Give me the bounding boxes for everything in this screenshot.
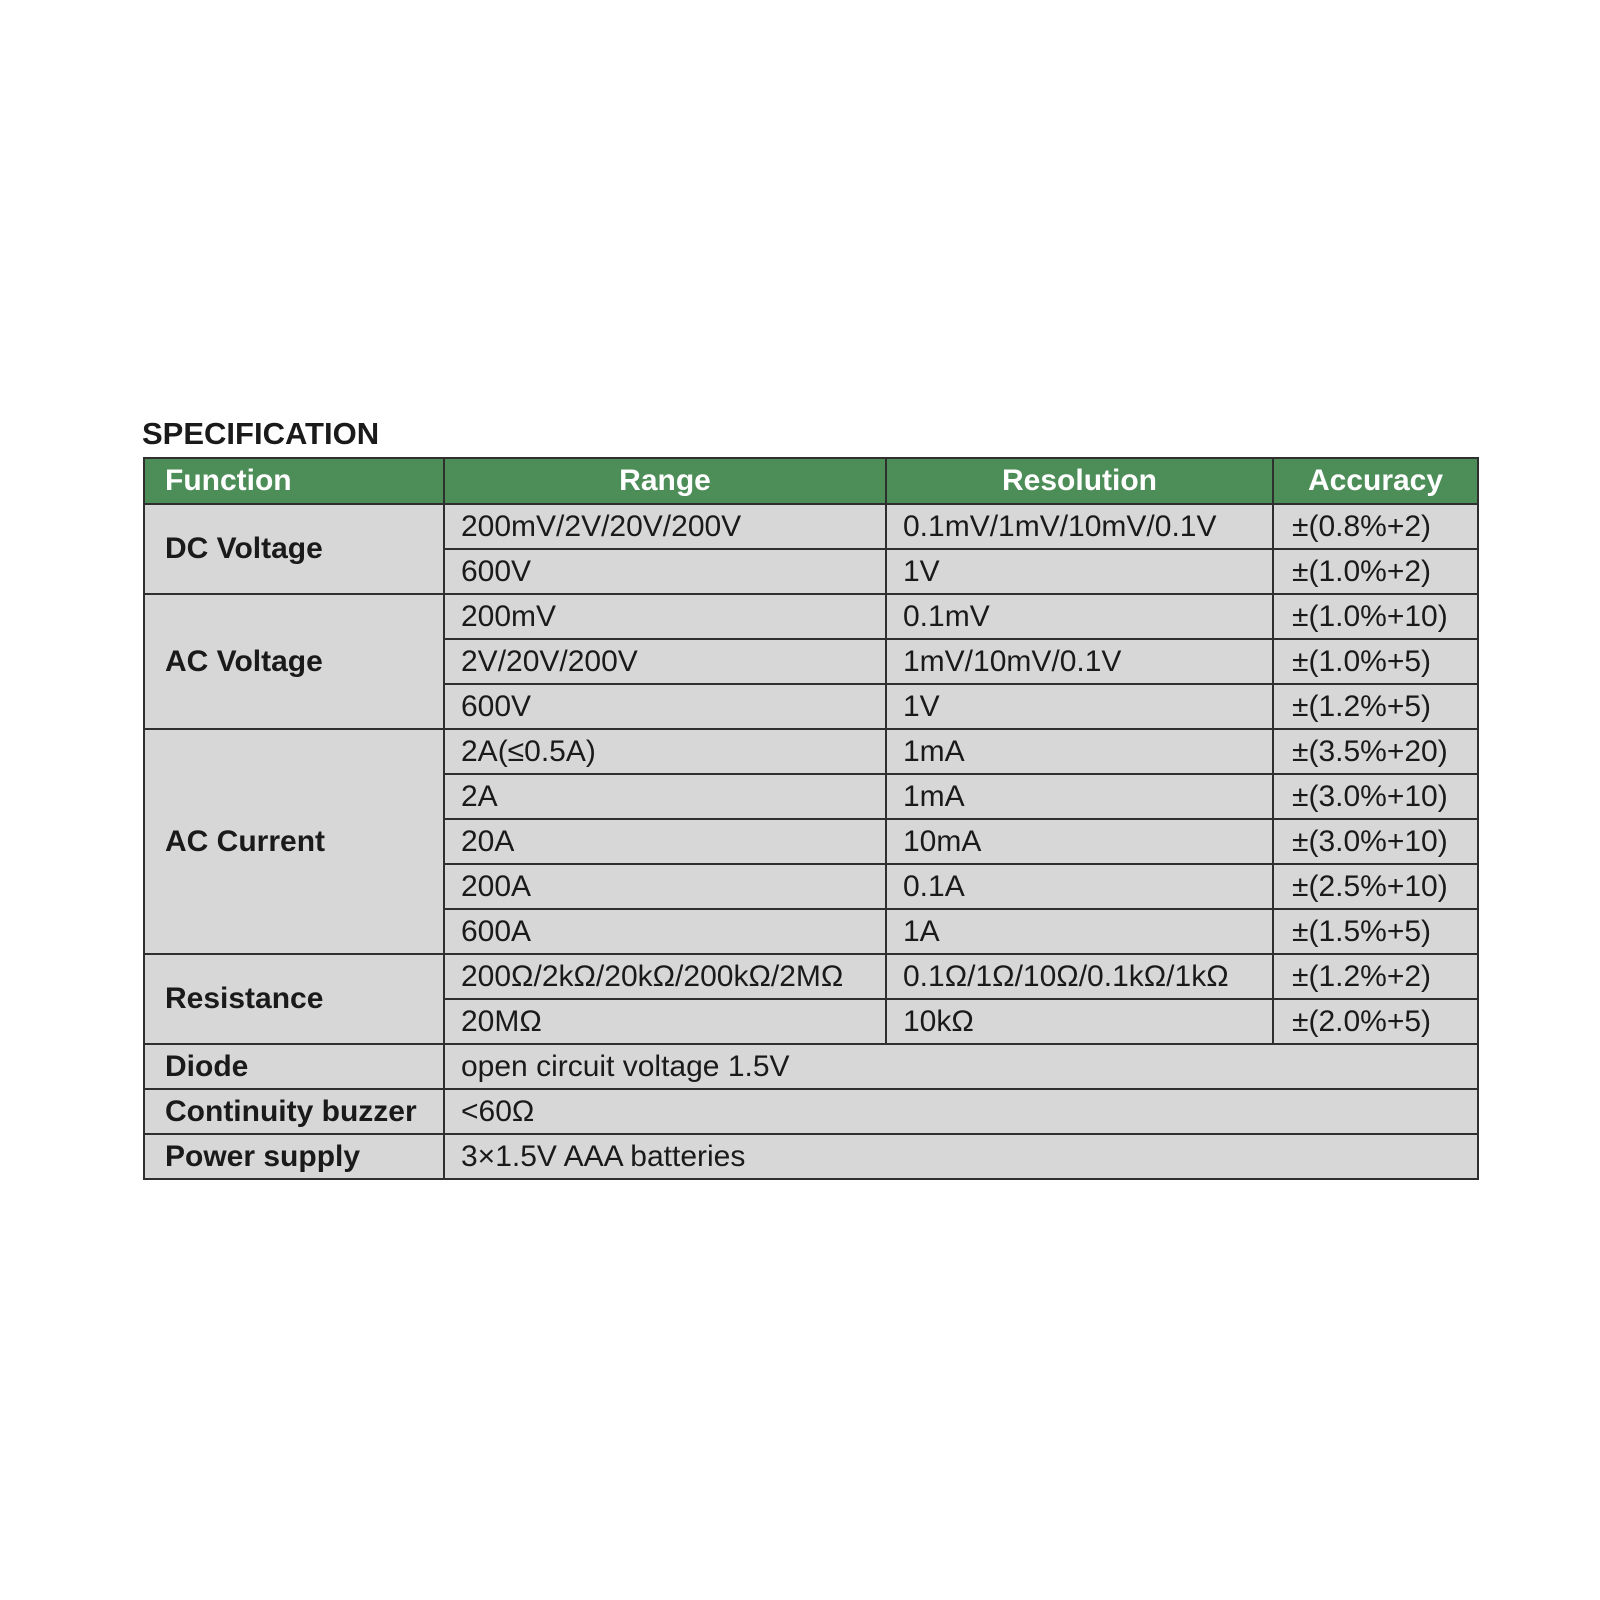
function-dc-voltage: DC Voltage <box>144 504 444 594</box>
continuity-value: <60Ω <box>444 1089 1478 1134</box>
table-row <box>144 1134 1478 1179</box>
range-cell: 200mV/2V/20V/200V <box>444 504 886 549</box>
range-cell: 20A <box>444 819 886 864</box>
range-cell: 200Ω/2kΩ/20kΩ/200kΩ/2MΩ <box>444 954 886 999</box>
range-cell: 600V <box>444 549 886 594</box>
range-cell: 200mV <box>444 594 886 639</box>
header-resolution: Resolution <box>886 458 1273 504</box>
accuracy-cell: ±(3.5%+20) <box>1273 729 1478 774</box>
accuracy-cell: ±(1.0%+2) <box>1273 549 1478 594</box>
resolution-cell: 1V <box>886 549 1273 594</box>
function-continuity-buzzer: Continuity buzzer <box>144 1089 444 1134</box>
resolution-cell: 1mV/10mV/0.1V <box>886 639 1273 684</box>
resolution-cell: 1A <box>886 909 1273 954</box>
resolution-cell: 0.1mV/1mV/10mV/0.1V <box>886 504 1273 549</box>
range-cell: 2A <box>444 774 886 819</box>
function-diode: Diode <box>144 1044 444 1089</box>
accuracy-cell: ±(3.0%+10) <box>1273 774 1478 819</box>
function-power-supply: Power supply <box>144 1134 444 1179</box>
range-cell: 20MΩ <box>444 999 886 1044</box>
accuracy-cell: ±(1.2%+5) <box>1273 684 1478 729</box>
table-row <box>144 729 1478 774</box>
resolution-cell: 0.1A <box>886 864 1273 909</box>
accuracy-cell: ±(3.0%+10) <box>1273 819 1478 864</box>
header-range: Range <box>444 458 886 504</box>
header-row <box>144 458 1478 504</box>
diode-value: open circuit voltage 1.5V <box>444 1044 1478 1089</box>
table-row <box>144 504 1478 549</box>
resolution-cell: 10mA <box>886 819 1273 864</box>
function-ac-voltage: AC Voltage <box>144 594 444 729</box>
accuracy-cell: ±(1.2%+2) <box>1273 954 1478 999</box>
accuracy-cell: ±(2.5%+10) <box>1273 864 1478 909</box>
resolution-cell: 10kΩ <box>886 999 1273 1044</box>
header-function: Function <box>144 458 444 504</box>
table-row <box>144 954 1478 999</box>
range-cell: 2V/20V/200V <box>444 639 886 684</box>
table-row <box>144 1044 1478 1089</box>
function-ac-current: AC Current <box>144 729 444 954</box>
range-cell: 600A <box>444 909 886 954</box>
spec-table <box>143 457 1479 1180</box>
accuracy-cell: ±(1.0%+5) <box>1273 639 1478 684</box>
function-resistance: Resistance <box>144 954 444 1044</box>
table-row <box>144 1089 1478 1134</box>
resolution-cell: 0.1Ω/1Ω/10Ω/0.1kΩ/1kΩ <box>886 954 1273 999</box>
accuracy-cell: ±(2.0%+5) <box>1273 999 1478 1044</box>
table-row <box>144 594 1478 639</box>
power-supply-value: 3×1.5V AAA batteries <box>444 1134 1478 1179</box>
header-accuracy: Accuracy <box>1273 458 1478 504</box>
resolution-cell: 1V <box>886 684 1273 729</box>
range-cell: 2A(≤0.5A) <box>444 729 886 774</box>
accuracy-cell: ±(1.0%+10) <box>1273 594 1478 639</box>
resolution-cell: 1mA <box>886 729 1273 774</box>
resolution-cell: 0.1mV <box>886 594 1273 639</box>
accuracy-cell: ±(1.5%+5) <box>1273 909 1478 954</box>
accuracy-cell: ±(0.8%+2) <box>1273 504 1478 549</box>
range-cell: 600V <box>444 684 886 729</box>
spec-title: SPECIFICATION <box>142 416 380 451</box>
range-cell: 200A <box>444 864 886 909</box>
resolution-cell: 1mA <box>886 774 1273 819</box>
